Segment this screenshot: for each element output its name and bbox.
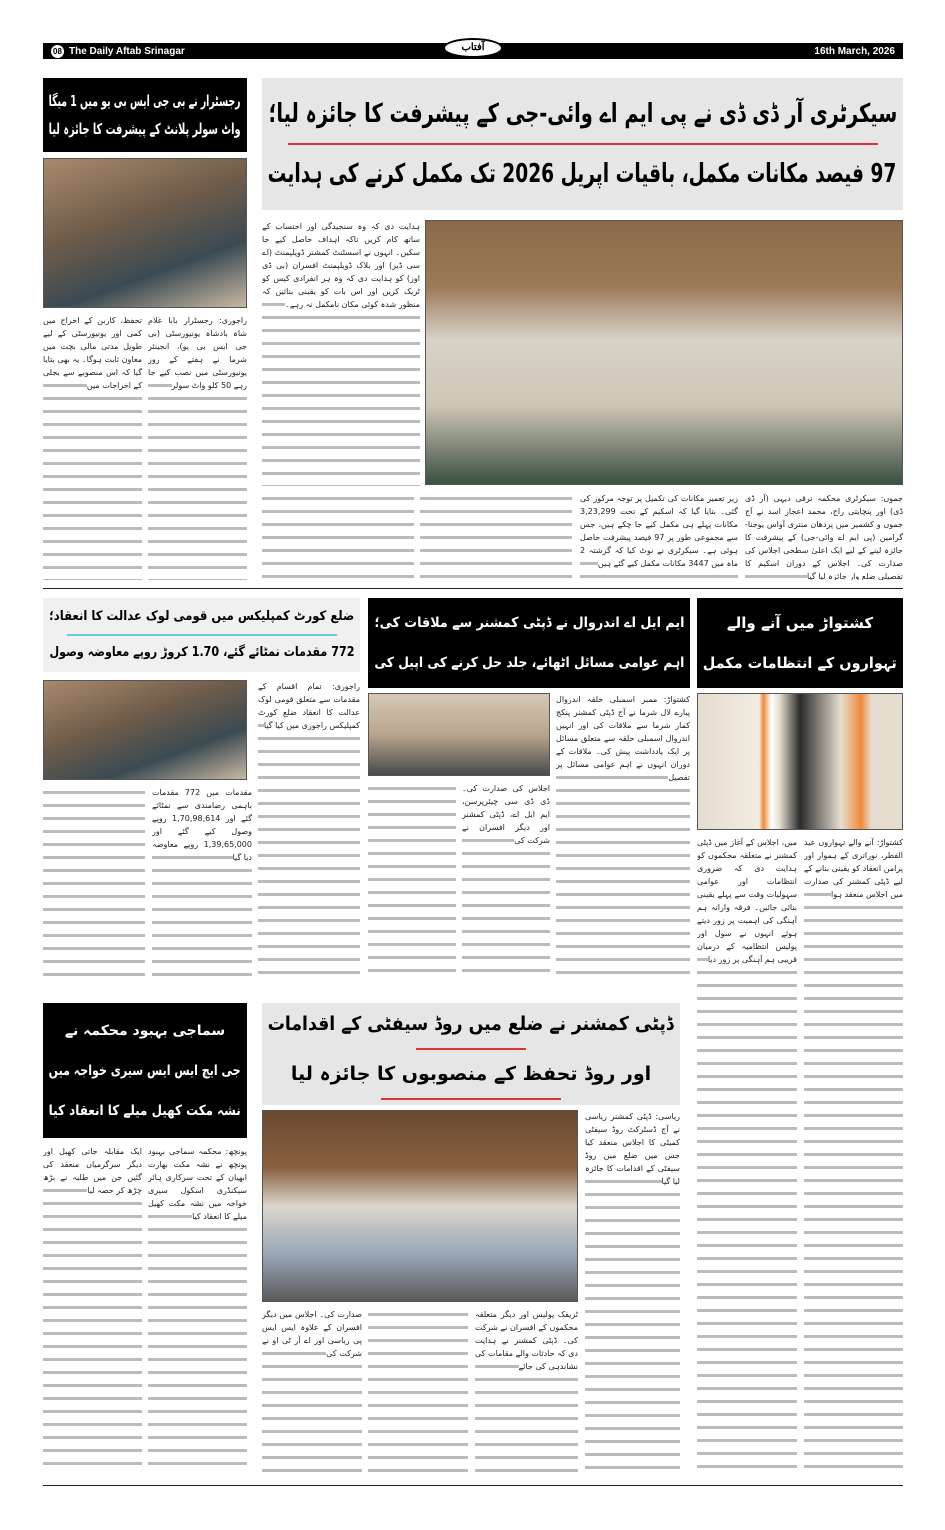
- lok-adalat-headline: [43, 598, 360, 672]
- main-body-col: [420, 492, 572, 580]
- lok-adalat-body-col: [43, 786, 145, 980]
- issue-date: 16th March, 2026: [814, 45, 895, 57]
- road-safety-body-col: [368, 1308, 468, 1478]
- headline-rule: [288, 143, 878, 145]
- mla-body-col: اجلاس کی صدارت کی۔ ڈی ڈی سی چیئرپرسن، ایم ایل اے، ڈپٹی کمشنر اور دیگر افسران نے شرکت کی: [462, 782, 550, 980]
- main-body-col: جموں: سیکرٹری محکمہ ترقی دیہی (آر ڈی ڈی) اور پنچایتی راج، محمد اعجاز اسد نے آج جموں و کشمیر میں پردھان منتری آواس یوجنا-گرامین (پی ایم اے وائی-جی) کے پیشرفت کا جائزہ لینے کے لیے ایک اعلیٰ سطحی اجلاس کی صدارت کی۔ اجلاس کے دوران اسکیم کا تفصیلی ضلع وار جائزہ لیا گیا: [745, 494, 903, 580]
- main-body-col: زیر تعمیر مکانات کی تکمیل پر توجہ مرکوز کی گئی۔ بتایا گیا کہ اسکیم کے تحت 3,23,299 مکانات پہلے ہی مکمل کیے جا چکے ہیں، جس سے مجموعی طور پر 97 فیصد پیشرفت حاصل ہوئی ہے۔ سیکرٹری نے نوٹ کیا کہ گزشتہ 2 ماہ میں 3447 مکانات مکمل کیے گئے ہیں: [580, 492, 738, 580]
- headline-line: ضلع کورٹ کمپلیکس میں قومی لوک عدالت کا انعقاد؛: [48, 609, 355, 624]
- solar-body-col: تحفظ، کاربن کے اخراج میں کمی اور یونیورسٹی کے لیے طویل مدتی مالی بچت میں معاون ثابت ہوگا۔ یہ بھی بتایا گیا کہ اس منصوبے سے بجلی کے اخراجات میں: [43, 314, 142, 580]
- headline-line: 772 مقدمات نمٹائے گئے، 1.70 کروڑ روپے معاوضہ وصول: [48, 645, 355, 660]
- sports-fair-headline: [43, 1003, 247, 1138]
- road-safety-body-col: ٹریفک پولیس اور دیگر متعلقہ محکموں کے افسران نے شرکت کی۔ ڈپٹی کمشنر نے ہدایت دی کہ حادثات والے مقامات کی نشاندہی کی جائے: [475, 1308, 578, 1478]
- masthead: [43, 43, 903, 59]
- lok-adalat-photo: [43, 680, 247, 780]
- headline-line: ایم ایل اے اندروال نے ڈپٹی کمشنر سے ملاقات کی؛: [374, 615, 684, 631]
- headline-line: سماجی بہبود محکمہ نے: [64, 1022, 226, 1039]
- headline-line: سیکرٹری آر ڈی ڈی نے پی ایم اے وائی-جی کے پیشرفت کا جائزہ لیا؛: [268, 99, 897, 129]
- lok-adalat-body-col: مقدمات میں 772 مقدمات باہمی رضامندی سے نمٹائے گئے اور 1,70,98,614 روپے وصول کیے گئے اور 1,39,65,000 روپے معاوضہ دیا گیا: [152, 786, 252, 980]
- headline-line: اور روڈ تحفظ کے منصوبوں کا جائزہ لیا: [290, 1063, 652, 1085]
- main-body-col: [262, 492, 414, 580]
- solar-headline: [43, 78, 247, 152]
- mla-headline: [368, 598, 690, 688]
- festivals-headline: [697, 598, 903, 688]
- headline-line: واٹ سولر پلانٹ کے پیشرفت کا جائزہ لیا: [49, 120, 241, 138]
- lok-adalat-body-col: راجوری: تمام اقسام کے مقدمات سے متعلق قومی لوک عدالت کا انعقاد ضلع کورٹ کمپلیکس راجوری میں کیا گیا: [258, 680, 360, 980]
- headline-line: جی ایچ ایس ایس سیری خواجہ میں: [49, 1062, 241, 1079]
- mla-body-col: [368, 782, 456, 980]
- main-body-col: ہدایت دی کہ وہ سنجیدگی اور احتساب کے ساتھ کام کریں تاکہ اہداف حاصل کیے جا سکیں۔ انہوں نے اسسٹنٹ کمشنر ڈویلپمنٹ (اے سی ڈیز) اور بلاک ڈویلپمنٹ افسران (بی ڈی اوز) کو ہدایت دی کہ وہ ہر انفرادی کیس کو ٹریک کریں اور اس بات کو یقینی بنائیں کہ منظور شدہ کوئی مکان نامکمل نہ رہے۔: [262, 220, 420, 486]
- headline-rule: [381, 1098, 561, 1100]
- solar-body-col: راجوری: رجسٹرار بابا غلام شاہ بادشاہ یونیورسٹی (بی جی ایس بی یو)، انجینئر شرما نے ہفتے کے روز یونیورسٹی میں نصب کیے جا رہے 50 کلو واٹ سولر: [148, 314, 247, 580]
- headline-line: رجسٹرار نے بی جی ایس بی یو میں 1 میگا: [49, 92, 241, 110]
- headline-rule: [416, 1048, 526, 1050]
- solar-photo: [43, 158, 247, 308]
- festivals-body-col: کشتواڑ: آنے والے تہواروں عید الفطر، نوراتری کے ہموار اور پرامن انعقاد کو یقینی بنانے کے لیے ڈپٹی کمشنر کی صدارت میں اجلاس منعقد ہوا: [804, 836, 903, 1476]
- sports-fair-body-col: پونچھ: محکمہ سماجی بہبود پونچھ نے نشہ مکت بھارت ابھیان کے تحت سرکاری ہائر سیکنڈری اسکول سیری خواجہ میں نشہ مکت کھیل میلے کا انعقاد کیا: [148, 1145, 247, 1475]
- mla-photo: [368, 693, 550, 776]
- headline-line: 97 فیصد مکانات مکمل، باقیات اپریل 2026 تک مکمل کرنے کی ہدایت: [268, 159, 897, 189]
- paper-name: The Daily Aftab Srinagar: [69, 45, 185, 57]
- headline-line: تہواروں کے انتظامات مکمل: [702, 654, 898, 672]
- sports-fair-body-col: ایک مقابلہ جاتی کھیل اور دیگر سرگرمیاں منعقد کی گئیں جن میں طلبہ نے بڑھ چڑھ کر حصہ لیا: [43, 1145, 142, 1475]
- bottom-rule: [43, 1485, 903, 1486]
- main-headline: [262, 78, 903, 210]
- road-safety-body-col: صدارت کی۔ اجلاس میں دیگر افسران کے علاوہ ایس ایس پی ریاسی اور اے آر ٹی او نے شرکت کی: [262, 1308, 362, 1478]
- headline-line: کشتواڑ میں آنے والے: [726, 614, 874, 632]
- divider: [43, 588, 903, 589]
- road-safety-headline: [262, 1003, 680, 1105]
- main-photo: [425, 220, 903, 485]
- page-number: 08: [51, 45, 64, 58]
- headline-line: اہم عوامی مسائل اٹھائے، جلد حل کرنے کی اپیل کی: [373, 655, 685, 671]
- masthead-left: [51, 45, 185, 58]
- mla-body-col: کشتواڑ: ممبر اسمبلی حلقہ اندروال پیارے لال شرما نے آج ڈپٹی کمشنر پنکج کمار شرما سے ملاقات کی اور انہیں اندروال اسمبلی حلقہ سے متعلق مسائل پر ایک یادداشت پیش کی۔ ملاقات کے دوران انہوں نے اہم عوامی مسائل پر تفصیل: [556, 693, 690, 980]
- headline-rule: [67, 634, 337, 636]
- headline-line: ڈپٹی کمشنر نے ضلع میں روڈ سیفٹی کے اقدامات: [268, 1013, 674, 1035]
- festivals-photo: [697, 693, 903, 830]
- road-safety-photo: [262, 1110, 578, 1302]
- festivals-body-col: میں، اجلاس کے آغاز میں ڈپٹی کمشنر نے متعلقہ محکموں کو ہدایت دی کہ ضروری انتظامات اور عوامی سہولیات وقت سے پہلے یقینی بنائی جائیں۔ فرقہ وارانہ ہم آہنگی کی اہمیت پر زور دیتے ہوئے انہوں نے سول اور پولیس انتظامیہ کے درمیان قریبی ہم آہنگی پر زور دیا: [697, 836, 797, 1476]
- headline-line: نشہ مکت کھیل میلے کا انعقاد کیا: [48, 1102, 242, 1119]
- road-safety-body-col: ریاسی: ڈپٹی کمشنر ریاسی نے آج ڈسٹرکٹ روڈ سیفٹی کمیٹی کا اجلاس منعقد کیا جس میں ضلع میں روڈ سیفٹی کے اقدامات کا جائزہ لیا گیا: [585, 1110, 680, 1478]
- paper-logo: آفتاب: [443, 38, 503, 58]
